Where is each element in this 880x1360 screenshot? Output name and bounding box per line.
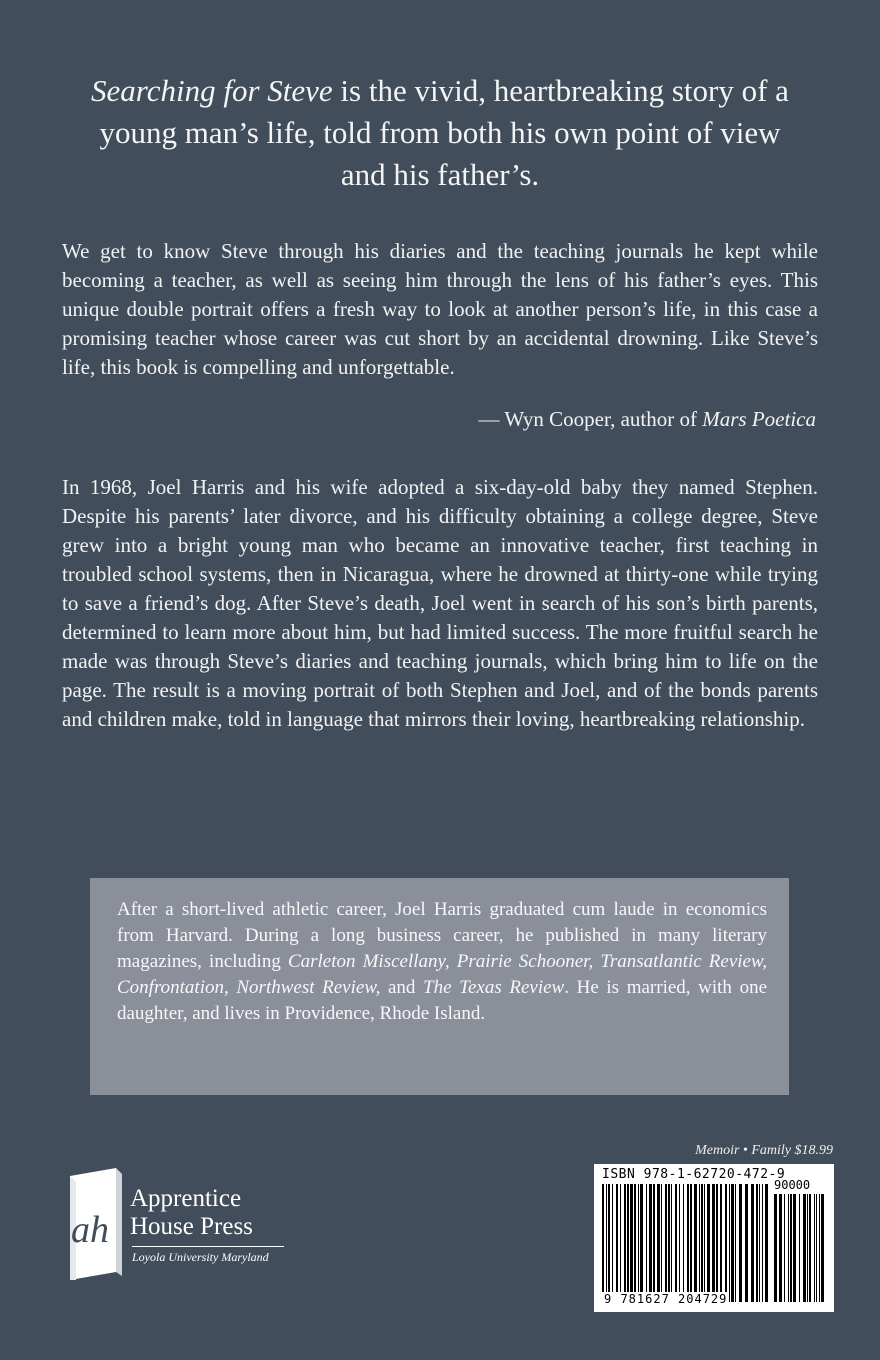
magazine-title: Transatlantic Review,	[600, 951, 767, 972]
publisher-name-line2: House Press	[130, 1213, 253, 1240]
author-bio-box	[90, 878, 789, 1095]
magazine-title: Prairie Schooner,	[456, 951, 594, 972]
isbn-number: ISBN 978-1-62720-472-9	[602, 1167, 786, 1182]
publisher-affiliation: Loyola University Maryland	[132, 1250, 269, 1264]
magazine-title: The Texas Review	[423, 977, 565, 998]
publisher-logo	[66, 1168, 296, 1288]
book-synopsis: In 1968, Joel Harris and his wife adopted a six-day-old baby they named Stephen. Despite his parents’ later divorce, and his difficulty obtaining a college degree, Steve grew into a bright young man who became an innovative teacher, first teaching in troubled school systems, then in Nicaragua, where he drowned at thirty-one while trying to save a friend’s dog. After Steve’s death, Joel went in search of his son’s birth parents, determined to learn more about him, but had limited success. The more fruitful search he made was through Steve’s diaries and teaching journals, which bring him to life on the page. The result is a moving portrait of both Stephen and Joel, and of the bonds parents and children make, told in language that mirrors their loving, heartbreaking relationship.	[62, 475, 818, 731]
tagline-text: is the vivid, heartbreaking story of a young man’s life, told from both his own point of view and his father’s.	[99, 73, 789, 192]
category-price: Memoir • Family $18.99	[695, 1143, 833, 1158]
barcode-bars	[602, 1184, 768, 1302]
review-attribution	[478, 405, 816, 434]
magazine-title: Carleton Miscellany,	[287, 951, 450, 972]
bio-text: . He is married, with one daughter, and lives in Providence, Rhode Island.	[117, 977, 767, 1024]
book-logo-icon	[66, 1168, 124, 1280]
bio-separator	[450, 951, 457, 972]
attribution-text: — Wyn Cooper, author of	[478, 407, 703, 431]
price-addon-number: 90000	[774, 1178, 811, 1192]
publisher-name	[130, 1185, 253, 1241]
isbn-barcode	[594, 1164, 834, 1312]
logo-divider	[132, 1246, 284, 1247]
magazine-title: Northwest Review,	[236, 977, 381, 998]
svg-text:ah: ah	[71, 1209, 109, 1251]
ean-number: 9 781627 204729	[604, 1292, 728, 1306]
author-bio	[117, 897, 767, 1027]
magazine-title: Confrontation,	[117, 977, 229, 998]
bio-separator: and	[380, 977, 424, 998]
bio-text: After a short-lived athletic career, Joel Harris graduated cum laude in economics from Harvard. During a long business career, he published in many literary magazines, including	[117, 899, 767, 972]
attribution-work: Mars Poetica	[702, 407, 816, 431]
review-blurb: We get to know Steve through his diaries and the teaching journals he kept while becoming a teacher, as well as seeing him through the lens of his father’s eyes. This unique double portrait offers a fresh way to look at another person’s life, in this case a promising teacher whose career was cut short by an accidental drowning. Like Steve’s life, this book is compelling and unforgettable.	[62, 239, 818, 379]
tagline	[80, 70, 800, 196]
addon-barcode-bars	[774, 1194, 826, 1302]
book-title: Searching for Steve	[91, 73, 333, 108]
publisher-name-line1: Apprentice	[130, 1185, 242, 1212]
